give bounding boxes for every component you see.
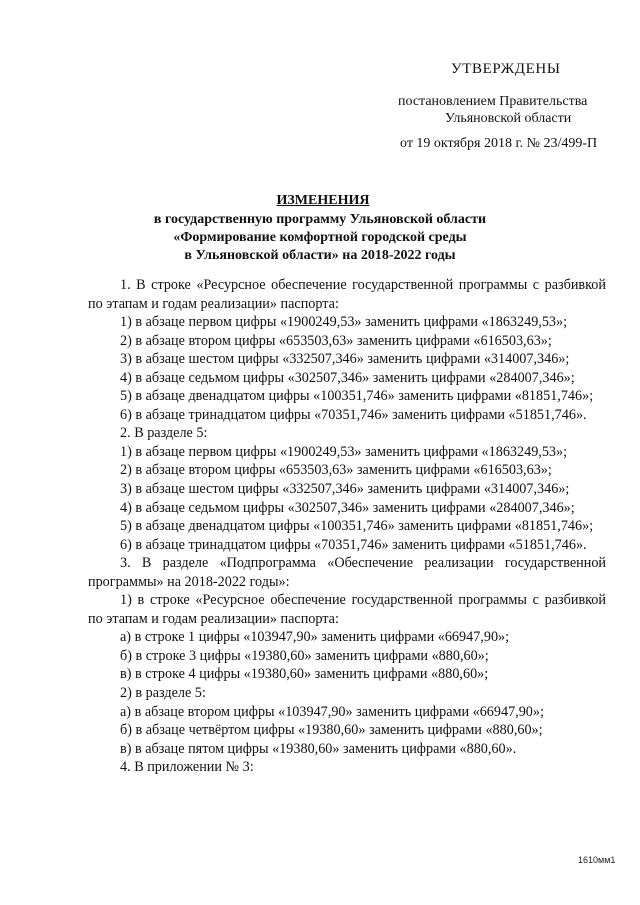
approval-line-1: постановлением Правительства [398,94,588,109]
paragraph: 3) в абзаце шестом цифры «332507,346» заменить цифрами «314007,346»; [120,351,570,368]
paragraph: 3) в абзаце шестом цифры «332507,346» заменить цифрами «314007,346»; [120,481,570,498]
document-body [88,276,606,777]
paragraph: а) в абзаце втором цифры «103947,90» заменить цифрами «66947,90»; [120,703,544,720]
paragraph: 2. В разделе 5: [120,425,208,442]
paragraph: б) в строке 3 цифры «19380,60» заменить цифрами «880,60»; [120,647,489,664]
paragraph: 4) в абзаце седьмом цифры «302507,346» заменить цифрами «284007,346»; [120,499,575,516]
paragraph: 5) в абзаце двенадцатом цифры «100351,746» заменить цифрами «81851,746»; [120,388,594,405]
paragraph: 1) в абзаце первом цифры «1900249,53» заменить цифрами «1863249,53»; [120,443,568,460]
title-line-1: в государственную программу Ульяновской области [153,212,487,227]
paragraph: 2) в разделе 5: [120,685,206,702]
paragraph: 4. В приложении № 3: [120,759,254,776]
approval-line-3: от 19 октября 2018 г. № 23/499-П [400,136,598,151]
paragraph: 3. В разделе «Подпрограмма «Обеспечение реализации государственной программы» на 2018-2022 годы»: [88,555,606,590]
paragraph: а) в строке 1 цифры «103947,90» заменить цифрами «66947,90»; [120,629,510,646]
footer-code: 1610мм1 [578,855,616,865]
paragraph: 2) в абзаце втором цифры «653503,63» заменить цифрами «616503,63»; [120,462,552,479]
paragraph: 6) в абзаце тринадцатом цифры «70351,746» заменить цифрами «51851,746». [120,406,587,423]
approval-line-2: Ульяновской области [445,111,572,126]
title-line-2: «Формирование комфортной городской среды [173,230,467,245]
title-heading: ИЗМЕНЕНИЯ [276,193,370,208]
paragraph: 4) в абзаце седьмом цифры «302507,346» заменить цифрами «284007,346»; [120,369,575,386]
paragraph: 1) в абзаце первом цифры «1900249,53» заменить цифрами «1863249,53»; [120,314,568,331]
title-line-3: в Ульяновской области» на 2018-2022 годы [184,248,456,263]
paragraph: 2) в абзаце втором цифры «653503,63» заменить цифрами «616503,63»; [120,332,552,349]
paragraph: 5) в абзаце двенадцатом цифры «100351,746» заменить цифрами «81851,746»; [120,518,594,535]
paragraph: 1) в строке «Ресурсное обеспечение государственной программы с разбивкой по этапам и годам реализации» паспорта: [88,592,606,627]
document-title [0,192,640,265]
paragraph: 6) в абзаце тринадцатом цифры «70351,746» заменить цифрами «51851,746». [120,536,587,553]
paragraph: в) в строке 4 цифры «19380,60» заменить цифрами «880,60»; [120,666,489,683]
approval-title: УТВЕРЖДЕНЫ [451,61,561,77]
paragraph: 1. В строке «Ресурсное обеспечение государственной программы с разбивкой по этапам и годам реализации» паспорта: [88,277,606,312]
paragraph: в) в абзаце пятом цифры «19380,60» заменить цифрами «880,60». [120,740,517,757]
paragraph: б) в абзаце четвёртом цифры «19380,60» заменить цифрами «880,60»; [120,722,543,739]
